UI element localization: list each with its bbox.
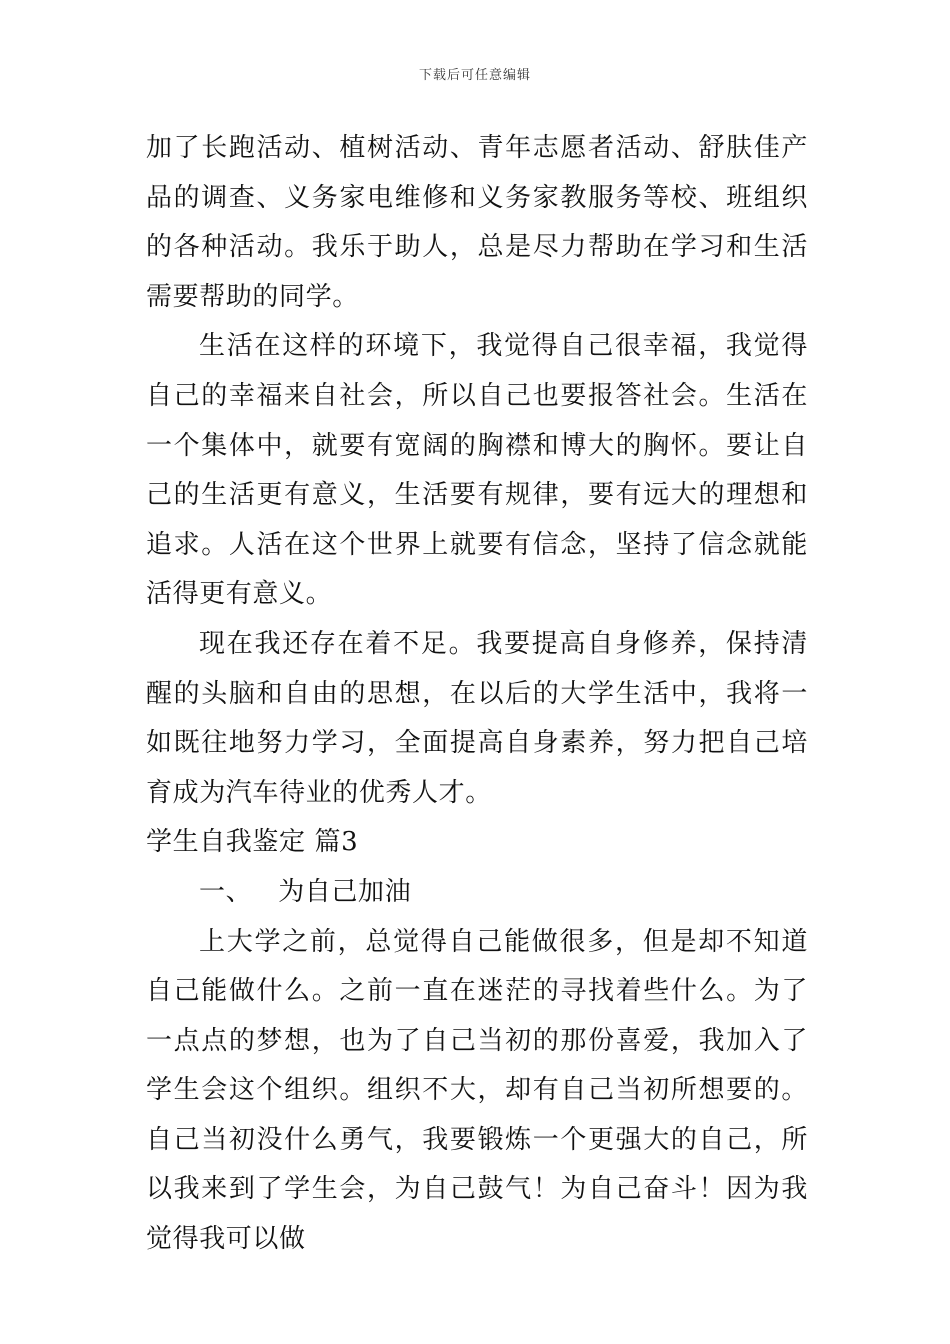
paragraph-continuation: 加了长跑活动、植树活动、青年志愿者活动、舒肤佳产品的调查、义务家电维修和义务家教服务等校、班组织的各种活动。我乐于助人，总是尽力帮助在学习和生活需要帮助的同学。 xyxy=(146,133,808,312)
document-body xyxy=(146,124,808,1265)
section-title: 学生自我鉴定 篇3 xyxy=(146,827,359,858)
paragraph-happiness: 生活在这样的环境下，我觉得自己很幸福，我觉得自己的幸福来自社会，所以自己也要报答社会。生活在一个集体中，就要有宽阔的胸襟和博大的胸怀。要让自己的生活更有意义，生活要有规律，要有远大的理想和追求。人活在这个世界上就要有信念，坚持了信念就能活得更有意义。 xyxy=(146,331,808,610)
subheading xyxy=(146,868,808,918)
paragraph-student-union: 上大学之前，总觉得自己能做很多，但是却不知道自己能做什么。之前一直在迷茫的寻找着些什么。为了一点点的梦想，也为了自己当初的那份喜爱，我加入了学生会这个组织。组织不大，却有自己当初所想要的。自己当初没什么勇气，我要锻炼一个更强大的自己，所以我来到了学生会，为自己鼓气！为自己奋斗！因为我觉得我可以做 xyxy=(146,926,808,1255)
paragraph-shortcomings: 现在我还存在着不足。我要提高自身修养，保持清醒的头脑和自由的思想，在以后的大学生活中，我将一如既往地努力学习，全面提高自身素养，努力把自己培育成为汽车待业的优秀人才。 xyxy=(146,628,808,808)
page-header: 下载后可任意编辑 xyxy=(418,68,531,83)
subheading-text: 为自己加油 xyxy=(278,876,412,907)
subheading-number: 一、 xyxy=(199,876,253,907)
